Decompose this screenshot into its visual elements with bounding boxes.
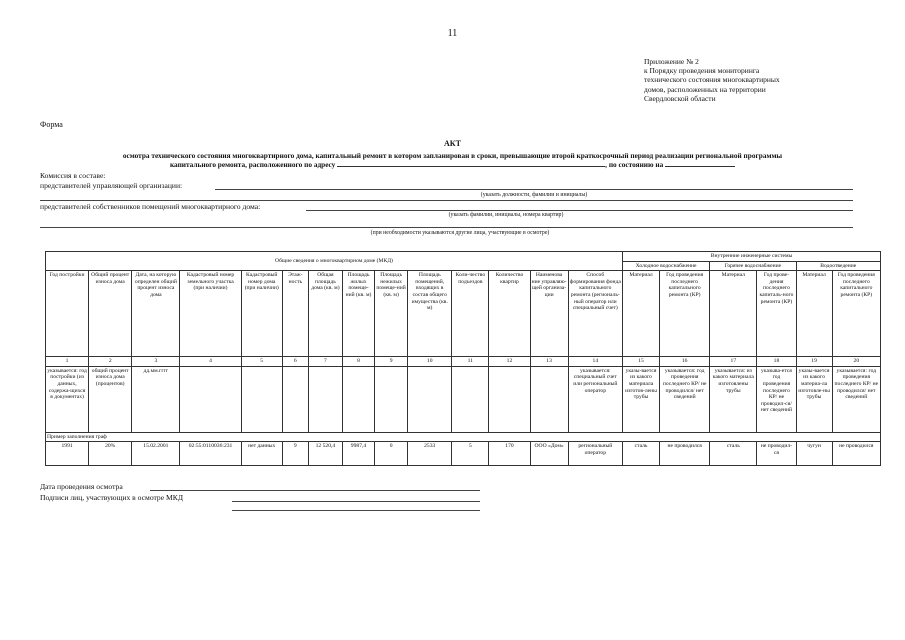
- owners-hint: (указать фамилии, инициалы, номера квартир): [448, 212, 564, 218]
- column-note: дд.мм.гггг: [132, 366, 180, 432]
- document-title: АКТ: [444, 139, 461, 148]
- appendix-line: технического состояния многоквартирных: [644, 75, 780, 85]
- column-number: 7: [308, 357, 342, 367]
- column-number: 19: [796, 357, 832, 367]
- signatures-label: Подписи лиц, участвующих в осмотре МКД: [40, 493, 183, 502]
- column-header: Год постройки: [46, 271, 89, 357]
- column-header: Год прове-дения последнего капиталь-ного ремонта (КР): [757, 271, 796, 357]
- owners-label: представителей собственников помещений многоквартирного дома:: [40, 202, 261, 211]
- column-header: Этаж-ность: [282, 271, 308, 357]
- example-cell: не проводился: [660, 442, 710, 466]
- column-note: указывается: из какого материала изготовлены трубы: [710, 366, 757, 432]
- example-cell: 20%: [89, 442, 132, 466]
- management-hint: (указать должности, фамилии и инициалы): [480, 192, 588, 198]
- example-cell: 170: [489, 442, 530, 466]
- column-number: 8: [342, 357, 374, 367]
- column-number: 2: [89, 357, 132, 367]
- column-number: 6: [282, 357, 308, 367]
- column-header: Материал: [796, 271, 832, 357]
- appendix-line: к Порядку проведения мониторинга: [644, 66, 760, 76]
- column-note: [530, 366, 568, 432]
- column-number: 3: [132, 357, 180, 367]
- example-cell: 2533: [408, 442, 452, 466]
- appendix-line: Свердловской области: [644, 93, 716, 103]
- column-note: указывается: специальный счет или региональный оператор: [568, 366, 622, 432]
- group-general-header: Общие сведения о многоквартирном доме (МКД): [46, 252, 623, 271]
- column-header: Общий процент износа дома: [89, 271, 132, 357]
- column-header: Дата, на которую определен общий процент износа дома: [132, 271, 180, 357]
- column-number: 10: [408, 357, 452, 367]
- column-number: 13: [530, 357, 568, 367]
- address-blank[interactable]: [337, 166, 605, 167]
- management-blank[interactable]: [215, 189, 853, 190]
- signature-line[interactable]: [232, 501, 480, 502]
- column-note: указывается: год проведения последнего КР/ не проводился/ нет сведений: [660, 366, 710, 432]
- others-hint: (при необходимости указываются другие лица, участвующие в осмотре): [370, 230, 550, 236]
- column-header: Кадастровый номер земельного участка (при наличии): [180, 271, 241, 357]
- example-cell: чугун: [796, 442, 832, 466]
- example-cell: 0: [375, 442, 408, 466]
- example-cell: 5: [452, 442, 489, 466]
- example-cell: 9987,4: [342, 442, 374, 466]
- column-header: Коли-чество подъездов: [452, 271, 489, 357]
- column-note: указывается: год постройки (из данных, содержа-щихся в документах): [46, 366, 89, 432]
- date-as-of-blank[interactable]: [665, 166, 735, 167]
- example-cell: 02:55:0110036:231: [180, 442, 241, 466]
- column-number: 16: [660, 357, 710, 367]
- column-header: Материал: [622, 271, 659, 357]
- example-cell: не проводил-ся: [757, 442, 796, 466]
- hot-water-header: Горячее водоснабжение: [710, 261, 796, 271]
- column-header: Год проведения последнего капитального ремонта (КР): [660, 271, 710, 357]
- column-number: 12: [489, 357, 530, 367]
- column-note: [180, 366, 241, 432]
- example-cell: 15.02.2001: [132, 442, 180, 466]
- drainage-header: Водоотведение: [796, 261, 880, 271]
- inspection-date-label: Дата проведения осмотра: [40, 482, 123, 491]
- example-cell: 1991: [46, 442, 89, 466]
- management-label: представителей управляющей организации:: [40, 181, 183, 190]
- column-note: [342, 366, 374, 432]
- column-number: 20: [832, 357, 880, 367]
- page-number: 11: [447, 28, 458, 39]
- appendix-line: Приложение № 2: [644, 57, 699, 66]
- commission-label: Комиссия в составе:: [40, 171, 106, 180]
- example-cell: 9: [282, 442, 308, 466]
- column-note: указыва-ется год проведения последнего КР/ не проводил-ся/ нет сведений: [757, 366, 796, 432]
- example-label: Пример заполнения граф: [46, 432, 881, 442]
- column-note: [375, 366, 408, 432]
- column-note: [308, 366, 342, 432]
- column-header: Год проведения последнего капитального ремонта (КР): [832, 271, 880, 357]
- column-note: [282, 366, 308, 432]
- column-note: указы-вается из какого материа-ла изготовле-ны трубы: [796, 366, 832, 432]
- subtitle-line: осмотра технического состояния многоквартирного дома, капитальный ремонт в котором запланирован в сроки, превышающие второй краткосрочный период реализации региональной программы: [122, 151, 783, 160]
- column-header: Наименова ние управляю-щей организа-ции: [530, 271, 568, 357]
- date-as-of-label: , по состоянию на: [605, 160, 664, 169]
- document-subtitle: [20, 151, 885, 169]
- column-header: Способ формирования фонда капитального ремонта (региональ-ный оператор или специальный счет): [568, 271, 622, 357]
- appendix-line: домов, расположенных на территории: [644, 84, 766, 94]
- column-note: [489, 366, 530, 432]
- address-label: капитального ремонта, расположенного по адресу: [169, 160, 336, 169]
- column-number: 4: [180, 357, 241, 367]
- cold-water-header: Холодное водоснабжение: [622, 261, 709, 271]
- column-note: [241, 366, 282, 432]
- example-cell: 12 520,4: [308, 442, 342, 466]
- column-header: Площадь жилых помеще-ний (кв. м): [342, 271, 374, 357]
- column-header: Материал: [710, 271, 757, 357]
- column-header: Количество квартир: [489, 271, 530, 357]
- appendix-note: [644, 57, 884, 103]
- signature-line[interactable]: [232, 510, 480, 511]
- column-number: 18: [757, 357, 796, 367]
- management-blank-2[interactable]: [40, 200, 853, 201]
- example-cell: региональный оператор: [568, 442, 622, 466]
- column-header: Кадастровый номер дома (при наличии): [241, 271, 282, 357]
- column-number: 15: [622, 357, 659, 367]
- group-systems-header: Внутренние инженерные системы: [622, 252, 880, 262]
- column-number: 14: [568, 357, 622, 367]
- column-note: указы-вается из какого материала изготов-лены трубы: [622, 366, 659, 432]
- column-number: 5: [241, 357, 282, 367]
- form-label: Форма: [40, 120, 63, 129]
- others-blank[interactable]: [40, 227, 853, 228]
- example-cell: не проводился: [832, 442, 880, 466]
- subtitle-line-2: [20, 160, 885, 169]
- example-cell: сталь: [710, 442, 757, 466]
- column-number: 17: [710, 357, 757, 367]
- column-note: [408, 366, 452, 432]
- column-note: указывается: год проведения последнего КР/ не проводился/ нет сведений: [832, 366, 880, 432]
- column-header: Площадь нежилых помеще-ний (кв. м): [375, 271, 408, 357]
- column-header: Площадь помещений, входящих в состав общего имущества (кв. м): [408, 271, 452, 357]
- column-note: [452, 366, 489, 432]
- inspection-table: [45, 251, 881, 466]
- column-note: общий процент износа дома (процентов): [89, 366, 132, 432]
- column-number: 1: [46, 357, 89, 367]
- column-number: 11: [452, 357, 489, 367]
- example-cell: сталь: [622, 442, 659, 466]
- example-cell: нет данных: [241, 442, 282, 466]
- example-cell: ООО «Дом»: [530, 442, 568, 466]
- column-number: 9: [375, 357, 408, 367]
- column-header: Общая площадь дома (кв. м): [308, 271, 342, 357]
- owners-blank[interactable]: [306, 210, 853, 211]
- inspection-date-blank[interactable]: [150, 490, 480, 491]
